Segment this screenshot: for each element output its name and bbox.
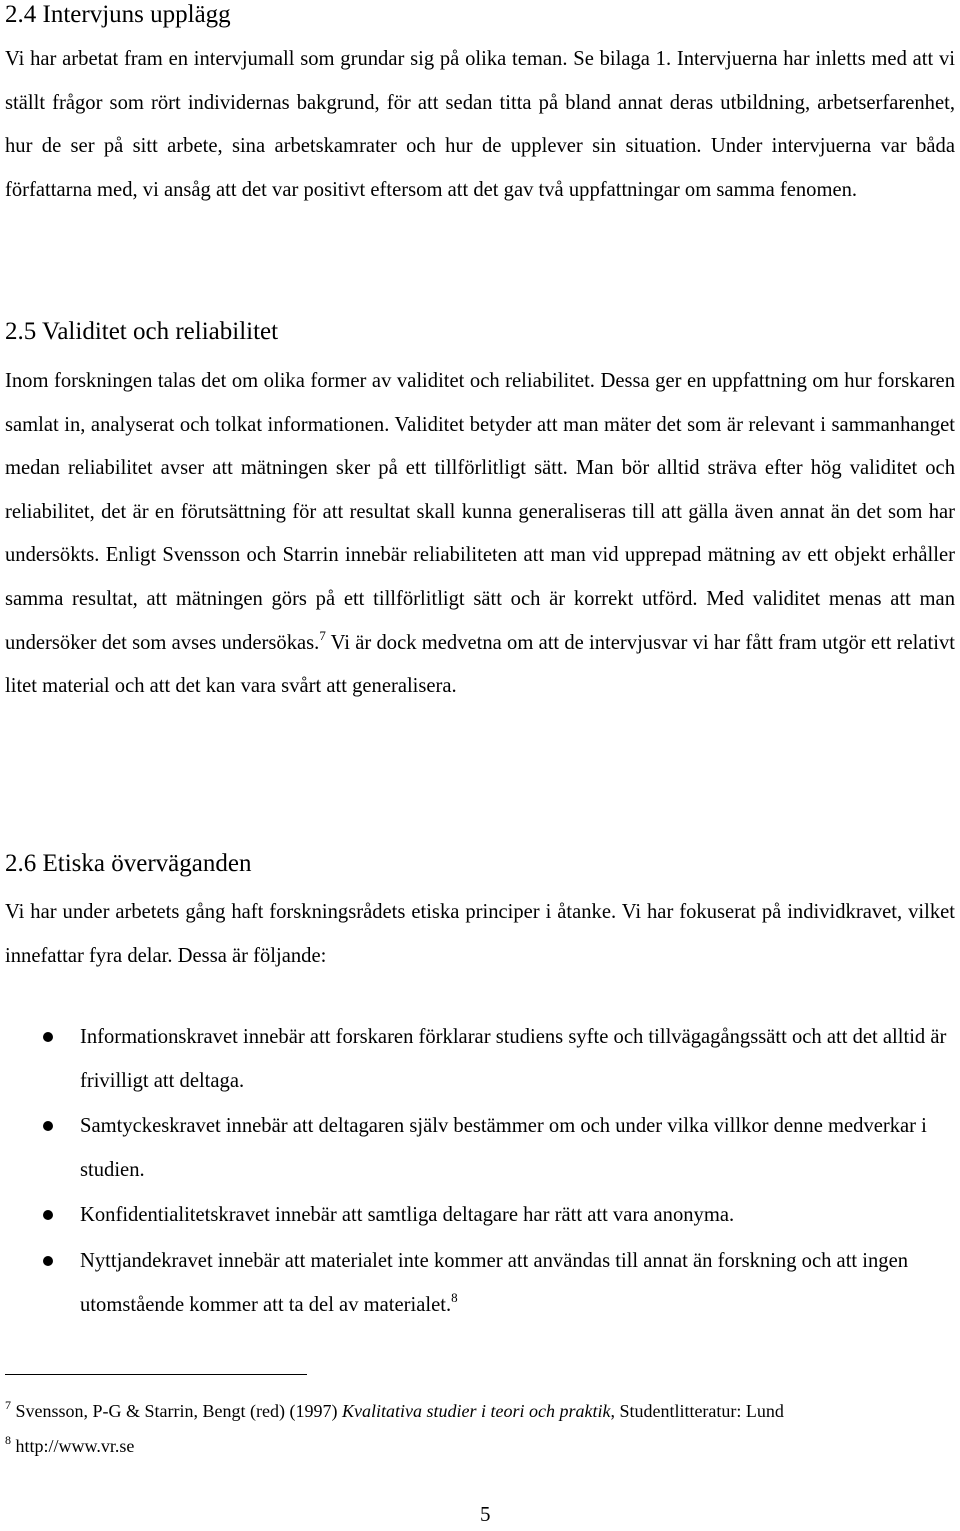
footnote-book-title: Kvalitativa studier i teori och praktik — [341, 1401, 611, 1421]
bullet-icon — [43, 1032, 53, 1042]
bullet-icon — [43, 1256, 53, 1266]
section-heading-2-5: 2.5 Validitet och reliabilitet — [5, 318, 279, 345]
paragraph-text-part-2: Vi är dock medvetna om att de intervjusvar vi har fått fram utgör ett relativt litet material och att det kan vara svårt att generalisera. — [5, 631, 956, 698]
section-paragraph-2-6: Vi har under arbetets gång haft forskningsrådets etiska principer i åtanke. Vi har fokuserat på individkravet, vilket innefattar fyra delar. Dessa är följande: — [5, 901, 955, 967]
list-item — [5, 1194, 960, 1238]
list-item-text: Samtyckeskravet innebär att deltagaren själv bestämmer om och under vilka villkor denne medverkar i studien. — [80, 1115, 927, 1181]
footnote-text: Svensson, P-G & Starrin, Bengt (red) (1997) — [11, 1401, 342, 1421]
bullet-icon — [43, 1121, 53, 1131]
page-number: 5 — [480, 1502, 491, 1526]
footnote-text-after: , Studentlitteratur: Lund — [610, 1401, 784, 1421]
footnote-number: 7 — [5, 1398, 11, 1412]
paragraph-text-part-1: Inom forskningen talas det om olika former av validitet och reliabilitet. Dessa ger en uppfattning om hur forskaren samlat in, analyserat och tolkat informationen. Validitet betyder att man mäter det som är relevant i sammanhanget medan reliabilitet avser att mätningen sker på ett tillförlitligt sätt. Man bör alltid sträva efter hög validitet och reliabilitet, det är en förutsättning för att resultat skall kunna generaliseras till att gälla även annat än det som har undersökts. Enligt Svensson och Starrin innebär reliabiliteten att man vid upprepad mätning av ett objekt erhåller samma resultat, att mätningen görs på ett tillförlitligt sätt och är korrekt utförd. Med validitet menas att man undersöker det som avses undersökas. — [5, 370, 955, 654]
section-heading-2-6: 2.6 Etiska överväganden — [5, 850, 252, 877]
footnote-reference-8: 8 — [451, 1289, 458, 1305]
footnote-7 — [5, 1400, 784, 1422]
footnote-separator — [5, 1374, 307, 1375]
list-item-text: Informationskravet innebär att forskaren förklarar studiens syfte och tillvägagångssätt och att det alltid är frivilligt att deltaga. — [80, 1026, 947, 1092]
footnote-reference-7: 7 — [319, 627, 326, 643]
list-item-text: Nyttjandekravet innebär att materialet inte kommer att användas till annat än forskning och att ingen utomstående kommer att ta del av materialet. — [80, 1249, 909, 1316]
section-heading-2-4: 2.4 Intervjuns upplägg — [5, 1, 231, 28]
section-paragraph-2-5 — [5, 360, 955, 709]
list-item — [5, 1240, 960, 1327]
footnote-number: 8 — [5, 1433, 11, 1447]
footnote-text: http://www.vr.se — [11, 1436, 135, 1456]
ethics-requirements-list — [5, 1016, 960, 1329]
footnote-8 — [5, 1435, 134, 1457]
list-item — [5, 1105, 960, 1192]
list-item-text: Konfidentialitetskravet innebär att samtliga deltagare har rätt att vara anonyma. — [80, 1204, 735, 1227]
bullet-icon — [43, 1210, 53, 1220]
list-item — [5, 1016, 960, 1103]
section-paragraph-2-4: Vi har arbetat fram en intervjumall som grundar sig på olika teman. Se bilaga 1. Intervjuerna har inletts med att vi ställt frågor som rört individernas bakgrund, för att sedan titta på bland annat deras utbildning, arbetserfarenhet, hur de ser på sitt arbete, sina arbetskamrater och hur de upplever sin situation. Under intervjuerna var båda författarna med, vi ansåg att det var positivt eftersom att det gav två uppfattningar om samma fenomen. — [5, 48, 955, 201]
